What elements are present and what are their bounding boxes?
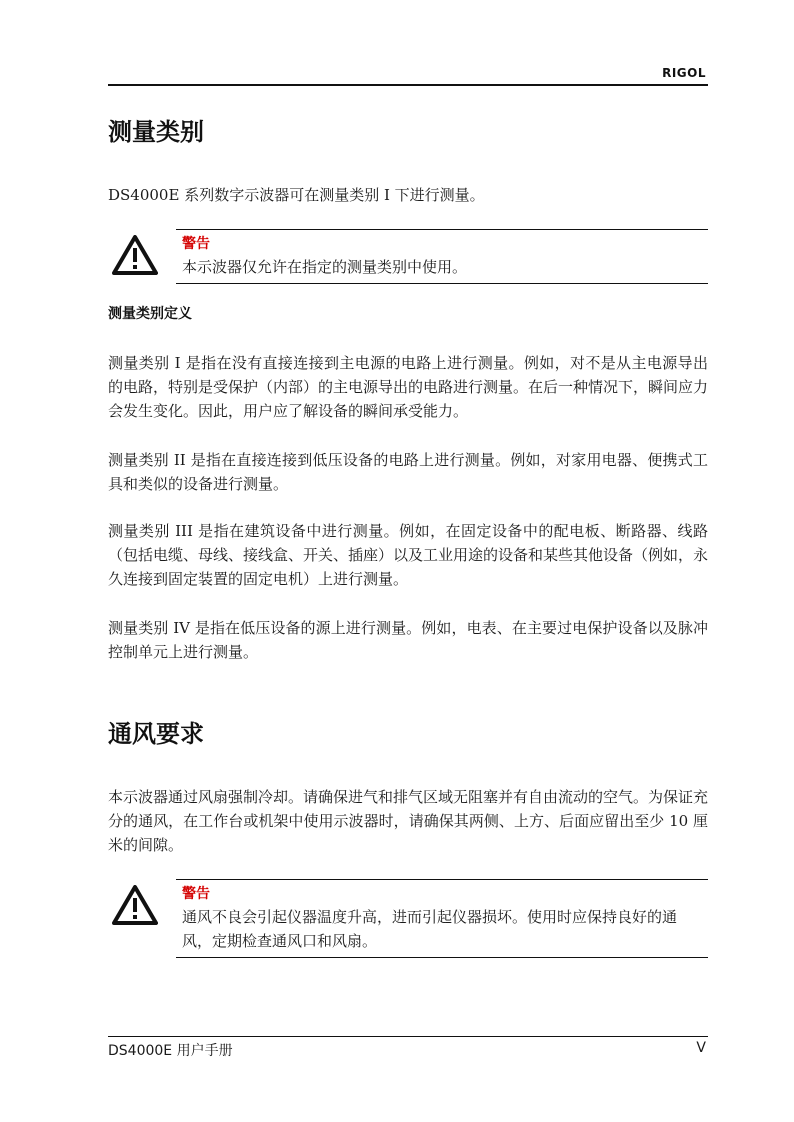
section-title-measurement-category: 测量类别: [108, 118, 204, 146]
definition-subtitle: 测量类别定义: [108, 306, 192, 322]
header-rule: [108, 84, 708, 86]
footer-rule: [108, 1036, 708, 1037]
definition-cat-1: 测量类别 I 是指在没有直接连接到主电源的电路上进行测量。例如，对不是从主电源导出的电路，特别是受保护（内部）的主电源导出的电路进行测量。在后一种情况下，瞬间应力会发生变化。因此，用户应了解设备的瞬间承受能力。: [108, 354, 709, 420]
warning-label: 警告: [182, 236, 210, 252]
ventilation-body: 本示波器通过风扇强制冷却。请确保进气和排气区域无阻塞并有自由流动的空气。为保证充分的通风，在工作台或机架中使用示波器时，请确保其两侧、上方、后面应留出至少 10 厘米的间隙。: [108, 788, 709, 854]
warning-text: 通风不良会引起仪器温度升高，进而引起仪器损坏。使用时应保持良好的通风，定期检查通风口和风扇。: [182, 908, 678, 950]
warning-triangle-icon: [112, 235, 158, 275]
definition-cat-2: 测量类别 II 是指在直接连接到低压设备的电路上进行测量。例如，对家用电器、便携式工具和类似的设备进行测量。: [108, 451, 708, 493]
warning-label: 警告: [182, 886, 210, 902]
measurement-intro: DS4000E 系列数字示波器可在测量类别 I 下进行测量。: [108, 186, 485, 204]
header-brand: RIGOL: [662, 66, 706, 80]
footer-doc-title: DS4000E 用户手册: [108, 1043, 233, 1059]
definition-cat-3: 测量类别 III 是指在建筑设备中进行测量。例如，在固定设备中的配电板、断路器、线路（包括电缆、母线、接线盒、开关、插座）以及工业用途的设备和某些其他设备（例如，永久连接到固定装置的固定电机）上进行测量。: [108, 522, 709, 588]
section-title-ventilation: 通风要求: [108, 720, 204, 748]
warning-box: [176, 229, 708, 284]
warning-box: [176, 879, 708, 958]
warning-triangle-icon: [112, 885, 158, 925]
warning-text: 本示波器仅允许在指定的测量类别中使用。: [182, 258, 468, 276]
footer-page-number: V: [696, 1040, 706, 1056]
definition-cat-4: 测量类别 IV 是指在低压设备的源上进行测量。例如，电表、在主要过电保护设备以及脉冲控制单元上进行测量。: [108, 619, 708, 661]
